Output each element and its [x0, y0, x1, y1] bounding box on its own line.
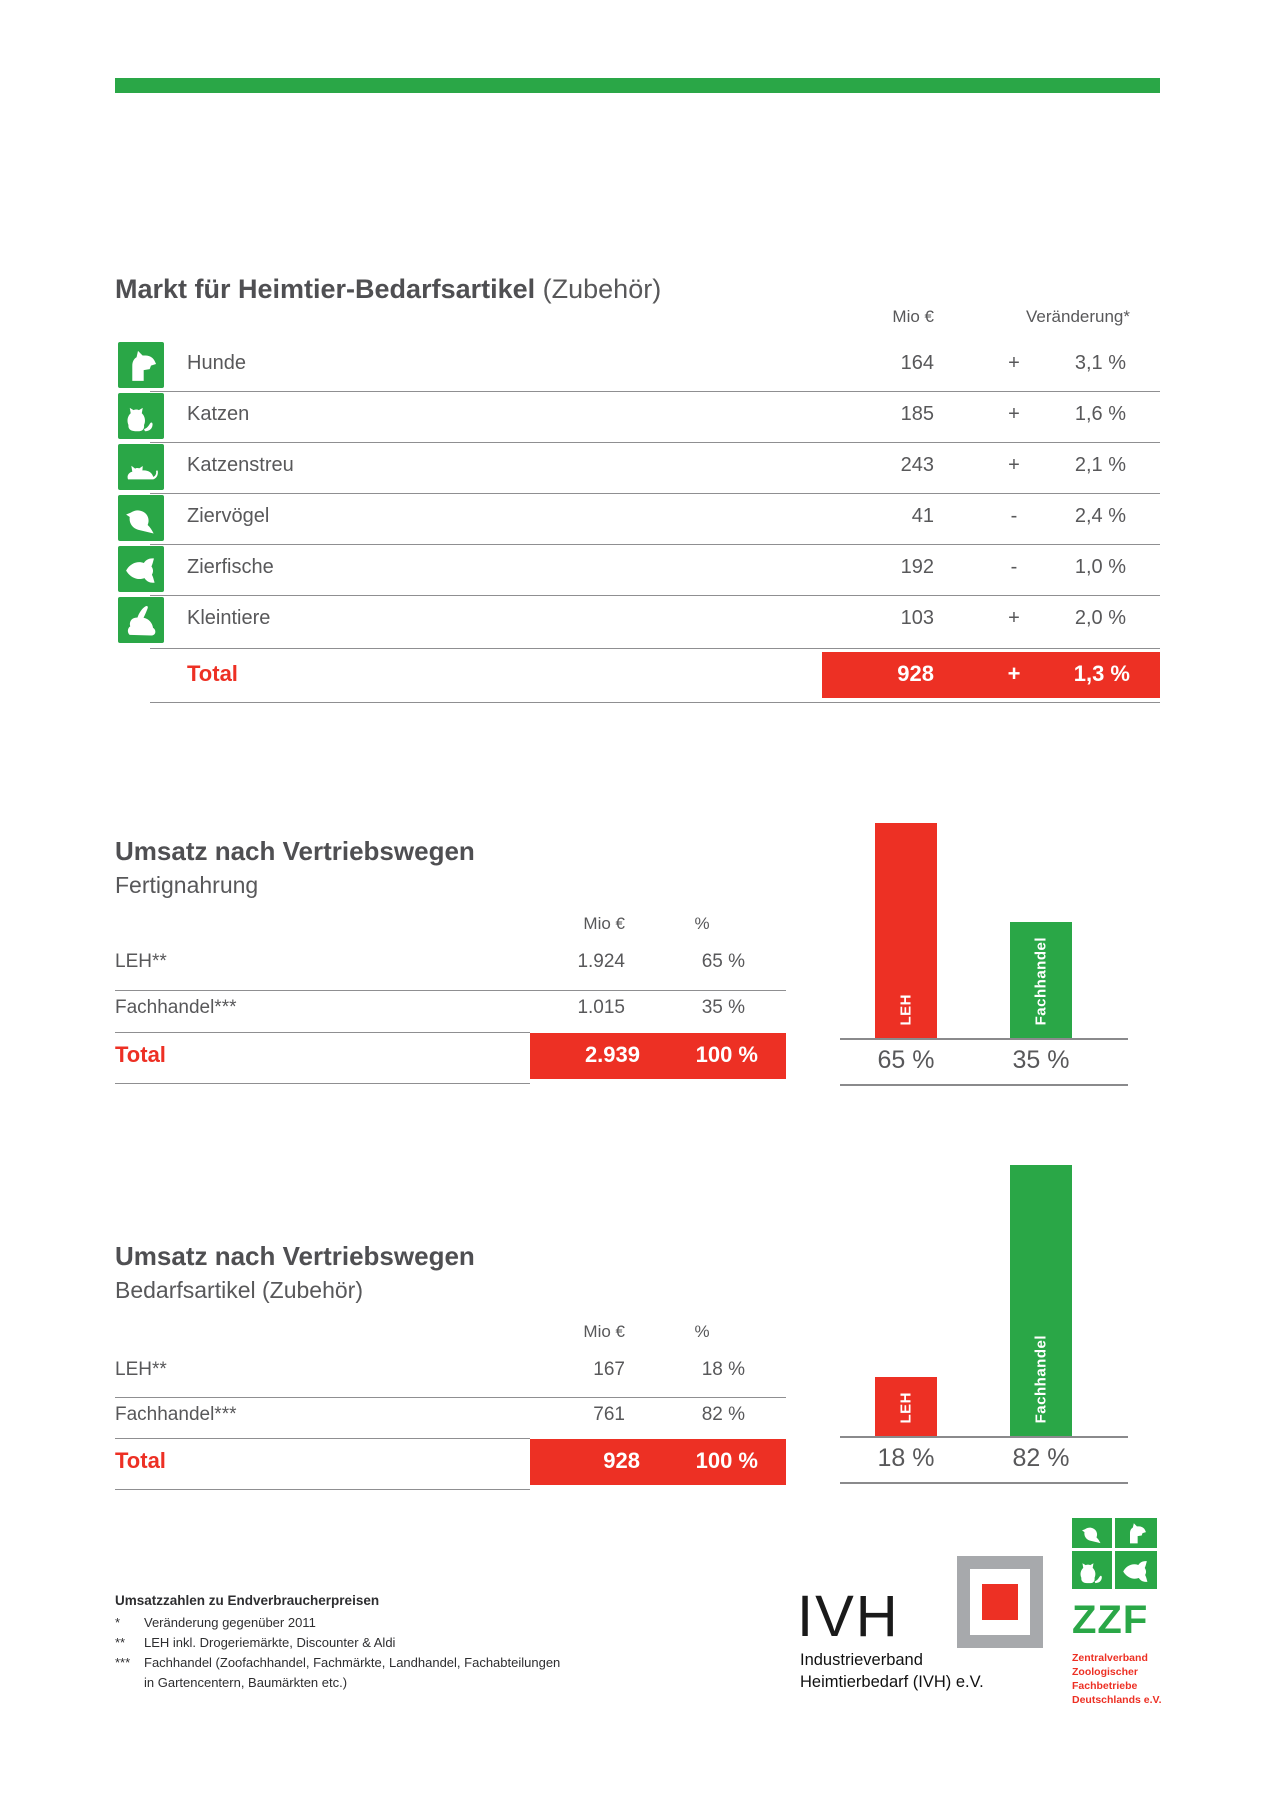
row-pct: 1,0 %: [1074, 556, 1126, 578]
footnote-mark: *: [115, 1615, 121, 1630]
market-title: [115, 274, 661, 305]
zzf-dog-icon: [1115, 1518, 1157, 1548]
zzf-caption-line3: Fachbetriebe: [1072, 1680, 1138, 1692]
row-pct: 3,1 %: [1074, 352, 1126, 374]
market-col-change: Veränderung*: [1026, 307, 1130, 326]
zzf-cat-icon: [1072, 1551, 1112, 1589]
bedarfsartikel-total-pct: 100 %: [695, 1448, 758, 1473]
cat-litter-icon: [118, 444, 164, 490]
bedarfsartikel-subtitle: Bedarfsartikel (Zubehör): [115, 1277, 363, 1303]
ivh-logo-icon: [957, 1556, 1043, 1648]
row-label: Fachhandel***: [115, 1404, 237, 1425]
zzf-logo-icon: [1072, 1518, 1157, 1589]
divider: [115, 1032, 530, 1033]
bedarfsartikel-total-label: Total: [115, 1448, 166, 1473]
row-sign: -: [1010, 556, 1018, 578]
fertignahrung-total-pct: 100 %: [695, 1042, 758, 1067]
row-sign: +: [1008, 454, 1020, 476]
market-col-mio: Mio €: [892, 307, 934, 326]
bar-fachhandel-label: Fachhandel: [1032, 936, 1050, 1025]
market-total-mio: 928: [897, 661, 934, 686]
row-pct: 2,4 %: [1074, 505, 1126, 527]
footnote-mark: **: [115, 1635, 126, 1650]
zzf-caption-line4: Deutschlands e.V.: [1072, 1694, 1162, 1706]
row-mio: 167: [593, 1359, 625, 1380]
divider: [150, 544, 1160, 545]
top-accent-bar: [115, 78, 1160, 93]
rabbit-icon: [118, 597, 164, 643]
row-pct: 35 %: [701, 997, 745, 1018]
footnote-heading: Umsatzzahlen zu Endverbraucherpreisen: [115, 1593, 380, 1608]
chart-underline: [840, 1482, 1128, 1484]
zzf-bird-icon: [1072, 1518, 1112, 1548]
market-title-bold: Markt für Heimtier-Bedarfsartikel: [115, 274, 536, 304]
chart-baseline: [840, 1436, 1128, 1438]
market-title-suffix: (Zubehör): [535, 274, 662, 304]
fertignahrung-total-mio: 2.939: [584, 1042, 640, 1067]
row-mio: 761: [593, 1404, 625, 1425]
row-sign: +: [1008, 607, 1020, 629]
chart-pct-fachhandel: 35 %: [1012, 1046, 1070, 1074]
row-label: Zierfische: [187, 556, 274, 578]
fertignahrung-subtitle: Fertignahrung: [115, 872, 259, 898]
bedarfsartikel-col-pct: %: [694, 1322, 710, 1341]
row-mio: 103: [900, 607, 934, 629]
footnote-text: LEH inkl. Drogeriemärkte, Discounter & Aldi: [144, 1635, 396, 1650]
bar-fachhandel: [1010, 1165, 1072, 1436]
divider: [115, 1083, 530, 1084]
bedarfsartikel-title: Umsatz nach Vertriebswegen: [115, 1241, 475, 1271]
divider: [115, 1397, 786, 1398]
divider: [150, 595, 1160, 596]
zzf-wordmark: ZZF: [1072, 1598, 1149, 1642]
chart-pct-fachhandel: 82 %: [1012, 1444, 1070, 1472]
row-mio: 192: [900, 556, 934, 578]
row-sign: +: [1008, 403, 1020, 425]
zzf-caption-line2: Zoologischer: [1072, 1666, 1138, 1678]
row-label: LEH**: [115, 951, 167, 972]
ivh-wordmark: IVH: [797, 1584, 900, 1649]
bar-leh-label: LEH: [897, 993, 915, 1025]
chart-underline: [840, 1084, 1128, 1086]
divider: [150, 391, 1160, 392]
footnote-text: Fachhandel (Zoofachhandel, Fachmärkte, Landhandel, Fachabteilungen: [144, 1655, 561, 1670]
row-mio: 243: [900, 454, 934, 476]
row-pct: 2,0 %: [1074, 607, 1126, 629]
row-mio: 1.015: [577, 997, 625, 1018]
row-mio: 41: [911, 505, 934, 527]
cat-icon: [118, 393, 164, 439]
ivh-logo-red-square: [982, 1584, 1018, 1620]
row-label: Katzen: [187, 403, 250, 425]
row-mio: 1.924: [577, 951, 625, 972]
row-pct: 18 %: [701, 1359, 745, 1380]
row-label: Ziervögel: [187, 505, 270, 527]
divider: [150, 648, 1160, 649]
divider: [115, 1438, 530, 1439]
fertignahrung-col-mio: Mio €: [583, 914, 625, 933]
divider: [150, 493, 1160, 494]
fertignahrung-total-label: Total: [115, 1042, 166, 1067]
bar-fachhandel-label: Fachhandel: [1032, 1334, 1050, 1423]
bedarfsartikel-col-mio: Mio €: [583, 1322, 625, 1341]
bar-leh-label: LEH: [897, 1391, 915, 1423]
zzf-caption-line1: Zentralverband: [1072, 1652, 1148, 1664]
row-label: LEH**: [115, 1359, 167, 1380]
chart-pct-leh: 18 %: [877, 1444, 935, 1472]
fertignahrung-chart: [840, 822, 1130, 1038]
footnote-mark: ***: [115, 1655, 131, 1670]
row-mio: 164: [900, 352, 934, 374]
fertignahrung-title: Umsatz nach Vertriebswegen: [115, 836, 475, 866]
row-mio: 185: [900, 403, 934, 425]
zzf-fish-icon: [1115, 1551, 1157, 1589]
bar-leh: [875, 823, 937, 1038]
chart-baseline: [840, 1038, 1128, 1040]
row-pct: 82 %: [701, 1404, 745, 1425]
bedarfsartikel-chart: [840, 1154, 1130, 1436]
divider: [150, 702, 1160, 703]
row-label: Fachhandel***: [115, 997, 237, 1018]
row-pct: 1,6 %: [1074, 403, 1126, 425]
bird-icon: [118, 495, 164, 541]
market-total-pct: 1,3 %: [1073, 661, 1130, 686]
divider: [115, 1489, 530, 1490]
chart-pct-leh: 65 %: [877, 1046, 935, 1074]
footnote-text: in Gartencentern, Baumärkten etc.): [144, 1675, 348, 1690]
row-label: Kleintiere: [187, 607, 271, 629]
footnote-text: Veränderung gegenüber 2011: [144, 1615, 316, 1630]
row-sign: -: [1010, 505, 1018, 527]
fish-icon: [118, 546, 164, 592]
row-label: Katzenstreu: [187, 454, 294, 476]
ivh-caption-line2: Heimtierbedarf (IVH) e.V.: [800, 1673, 984, 1691]
bar-fachhandel: [1010, 922, 1072, 1038]
divider: [115, 990, 786, 991]
row-label: Hunde: [187, 352, 246, 374]
row-pct: 2,1 %: [1074, 454, 1126, 476]
divider: [150, 442, 1160, 443]
row-pct: 65 %: [701, 951, 745, 972]
market-total-sign: +: [1007, 661, 1021, 686]
bedarfsartikel-total-mio: 928: [603, 1448, 640, 1473]
row-sign: +: [1008, 352, 1020, 374]
ivh-caption-line1: Industrieverband: [800, 1651, 923, 1669]
dog-icon: [118, 342, 164, 388]
fertignahrung-col-pct: %: [694, 914, 710, 933]
market-total-label: Total: [187, 661, 238, 686]
bar-leh: [875, 1377, 937, 1436]
